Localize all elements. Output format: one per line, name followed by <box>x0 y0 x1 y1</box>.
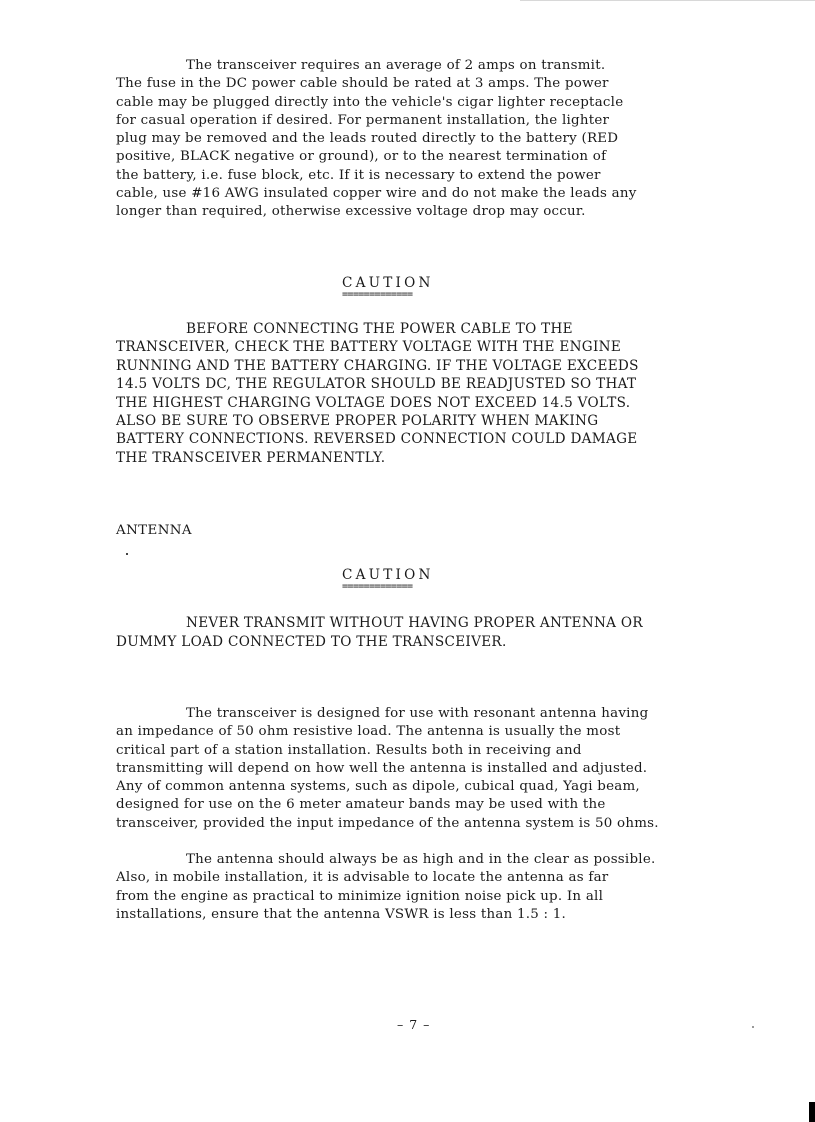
paragraph-line: cable, use #16 AWG insulated copper wire and do not make the leads any <box>116 185 637 201</box>
antenna-placement-paragraph <box>116 851 736 924</box>
caution-line: RUNNING AND THE BATTERY CHARGING. IF THE VOLTAGE EXCEEDS <box>116 357 639 374</box>
caution-line: THE HIGHEST CHARGING VOLTAGE DOES NOT EXCEED 14.5 VOLTS. <box>116 394 631 411</box>
paragraph-line: the battery, i.e. fuse block, etc. If it is necessary to extend the power <box>116 167 601 183</box>
antenna-section-heading: ANTENNA <box>116 523 192 538</box>
power-caution-text <box>116 320 736 467</box>
antenna-caution-text <box>116 614 736 651</box>
paragraph-line: critical part of a station installation. Results both in receiving and <box>116 742 582 758</box>
caution-line: BATTERY CONNECTIONS. REVERSED CONNECTION COULD DAMAGE <box>116 431 638 448</box>
paragraph-line: longer than required, otherwise excessive voltage drop may occur. <box>116 204 586 219</box>
scan-speck <box>752 1026 754 1028</box>
paragraph-line: designed for use on the 6 meter amateur bands may be used with the <box>116 797 606 813</box>
antenna-impedance-paragraph <box>116 705 736 833</box>
paragraph-line: transceiver, provided the input impedance of the antenna system is 50 ohms. <box>116 815 659 831</box>
caution-heading <box>342 275 434 299</box>
paragraph-line: The antenna should always be as high and in the clear as possible. <box>186 852 656 867</box>
power-cable-paragraph <box>116 57 736 221</box>
caution-line: NEVER TRANSMIT WITHOUT HAVING PROPER ANTENNA OR <box>186 615 643 631</box>
page-number: – 7 – <box>397 1017 431 1032</box>
caution-underline: ============= <box>342 289 413 300</box>
paragraph-line: for casual operation if desired. For permanent installation, the lighter <box>116 112 610 128</box>
caution-underline: ============= <box>342 581 413 592</box>
caution-line: TRANSCEIVER, CHECK THE BATTERY VOLTAGE WITH THE ENGINE <box>116 339 622 356</box>
paragraph-line: The fuse in the DC power cable should be rated at 3 amps. The power <box>116 76 609 92</box>
paragraph-line: from the engine as practical to minimize ignition noise pick up. In all <box>116 888 604 904</box>
paragraph-line: The transceiver requires an average of 2 amps on transmit. <box>186 58 606 73</box>
scan-edge-line <box>520 0 815 1</box>
caution-line: 14.5 VOLTS DC, THE REGULATOR SHOULD BE READJUSTED SO THAT <box>116 376 637 393</box>
paragraph-line: installations, ensure that the antenna VSWR is less than 1.5 : 1. <box>116 906 567 922</box>
caution-title: CAUTION <box>342 275 434 291</box>
scan-edge-mark <box>809 1102 815 1122</box>
paragraph-line: The transceiver is designed for use with resonant antenna having <box>186 706 649 721</box>
caution-heading <box>342 567 434 591</box>
paragraph-line: transmitting will depend on how well the antenna is installed and adjusted. <box>116 760 648 776</box>
paragraph-line: Any of common antenna systems, such as dipole, cubical quad, Yagi beam, <box>116 779 640 795</box>
paragraph-line: Also, in mobile installation, it is advisable to locate the antenna as far <box>116 870 609 886</box>
scan-speck <box>126 553 128 555</box>
paragraph-line: cable may be plugged directly into the vehicle's cigar lighter receptacle <box>116 94 624 110</box>
caution-line: BEFORE CONNECTING THE POWER CABLE TO THE <box>186 321 573 337</box>
caution-line: DUMMY LOAD CONNECTED TO THE TRANSCEIVER. <box>116 633 507 650</box>
paragraph-line: positive, BLACK negative or ground), or to the nearest termination of <box>116 149 607 165</box>
caution-title: CAUTION <box>342 567 434 583</box>
caution-line: THE TRANSCEIVER PERMANENTLY. <box>116 449 386 466</box>
paragraph-line: plug may be removed and the leads routed directly to the battery (RED <box>116 131 619 146</box>
paragraph-line: an impedance of 50 ohm resistive load. The antenna is usually the most <box>116 724 621 740</box>
caution-line: ALSO BE SURE TO OBSERVE PROPER POLARITY WHEN MAKING <box>116 413 599 430</box>
